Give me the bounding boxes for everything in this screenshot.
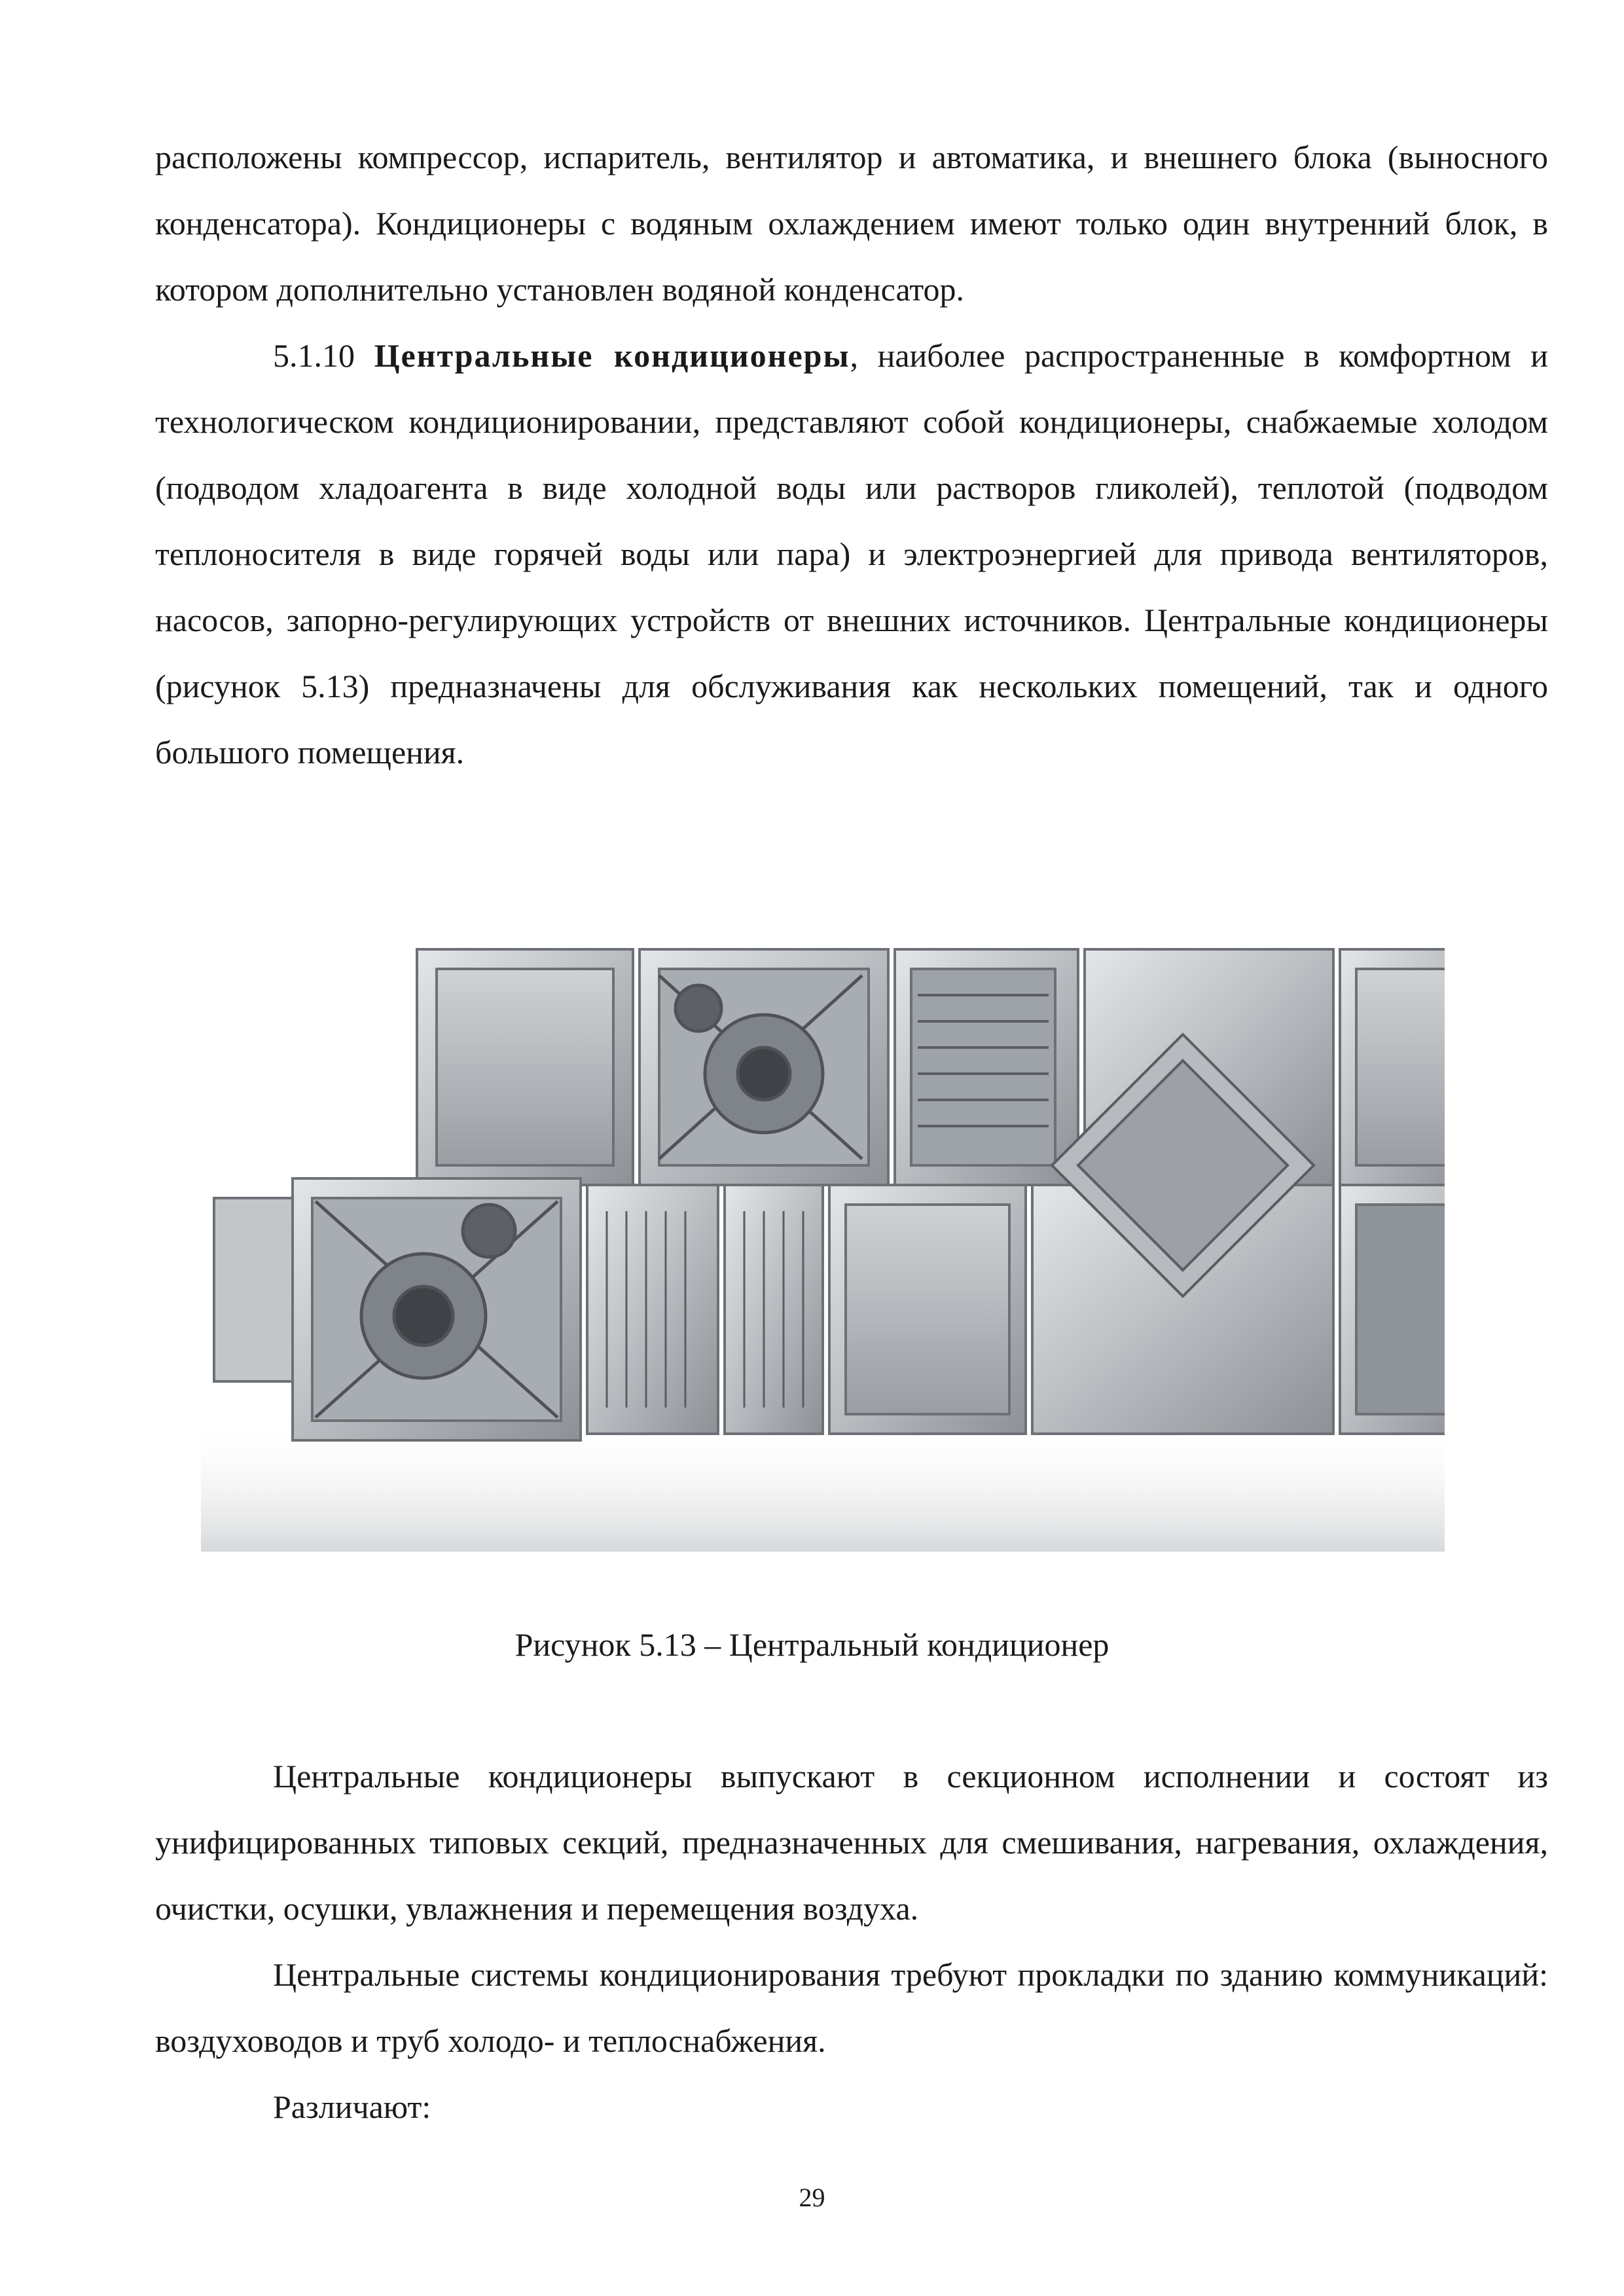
section-term: Центральные кондиционеры — [374, 337, 850, 374]
paragraph-2-text — [155, 323, 1548, 786]
paragraph-3-text: Центральные кондиционеры выпускают в секционном исполнении и состоят из унифицированных типовых секций, предназначенных для смешивания, нагревания, охлаждения, очистки, осушки, увлажнения и перемещения воздуха. — [155, 1758, 1548, 1927]
central-air-conditioner-figure — [201, 923, 1445, 1552]
paragraph-1 — [155, 124, 1548, 323]
air-handling-unit-illustration — [201, 923, 1445, 1552]
paragraph-4 — [155, 1942, 1548, 2074]
paragraph-5 — [155, 2074, 1548, 2140]
paragraph-2-body: , наиболее распространенные в комфортном и технологическом кондиционировании, представляют собой кондиционеры, снабжаемые холодом (подводом хладоагента в виде холодной воды или растворов гликолей), теплотой (подводом теплоносителя в виде горячей воды или пара) и электроэнергией для привода вентиляторов, насосов, запорно-регулирующих устройств от внешних источников. Центральные кондиционеры (рисунок 5.13) предназначены для обслуживания как нескольких помещений, так и одного большого помещения. — [155, 337, 1549, 771]
paragraph-3 — [155, 1743, 1548, 1942]
paragraph-2 — [155, 323, 1548, 786]
paragraph-4-text: Центральные системы кондиционирования требуют прокладки по зданию коммуникаций: воздуховодов и труб холодо- и теплоснабжения. — [155, 1956, 1548, 2059]
page-number: 29 — [799, 2183, 825, 2212]
section-number: 5.1.10 — [273, 337, 355, 374]
paragraph-1-text: расположены компрессор, испаритель, вентилятор и автоматика, и внешнего блока (выносного конденсатора). Кондиционеры с водяным охлаждением имеют только один внутренний блок, в котором дополнительно установлен водяной конденсатор. — [155, 139, 1548, 308]
figure-caption: Рисунок 5.13 – Центральный кондиционер — [514, 1626, 1110, 1663]
paragraph-5-text: Различают: — [273, 2088, 431, 2125]
